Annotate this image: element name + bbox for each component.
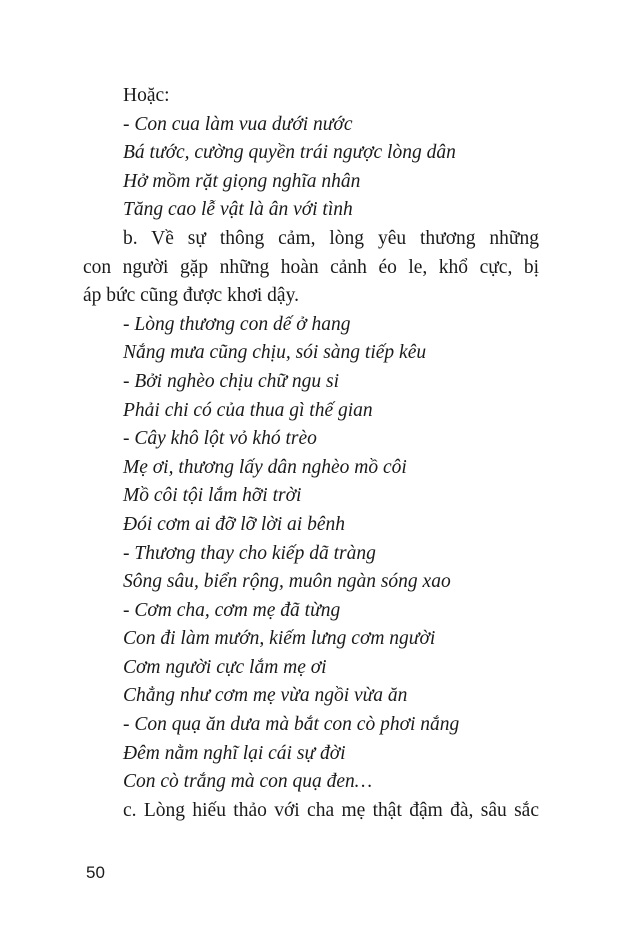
verse-line: Sông sâu, biển rộng, muôn ngàn sóng xao xyxy=(123,571,451,593)
text-line-hoac: Hoặc: xyxy=(123,85,170,106)
verse-line: Bá tước, cường quyền trái ngược lòng dân xyxy=(123,142,456,164)
verse-line: - Bởi nghèo chịu chữ ngu si xyxy=(123,370,340,392)
verse-line: - Con quạ ăn dưa mà bắt con cò phơi nắng xyxy=(123,714,460,736)
verse-line: Tăng cao lễ vật là ân với tình xyxy=(123,199,353,221)
page-number: 50 xyxy=(86,863,105,882)
paragraph-b-line-3: áp bức cũng được khơi dậy. xyxy=(83,285,299,307)
verse-line: Con đi làm mướn, kiếm lưng cơm người xyxy=(123,628,436,650)
verse-line: Đói cơm ai đỡ lỡ lời ai bênh xyxy=(123,513,345,535)
verse-line: Phải chi có của thua gì thế gian xyxy=(123,399,373,421)
verse-line: Hở mồm rặt giọng nghĩa nhân xyxy=(123,170,361,192)
verse-line: Nắng mưa cũng chịu, sói sàng tiếp kêu xyxy=(123,342,427,364)
verse-line: - Con cua làm vua dưới nước xyxy=(123,113,353,135)
verse-line: - Cây khô lột vỏ khó trèo xyxy=(123,428,317,450)
verse-line: - Cơm cha, cơm mẹ đã từng xyxy=(123,599,341,621)
verse-line: - Lòng thương con dế ở hang xyxy=(123,313,351,335)
verse-line: Con cò trắng mà con quạ đen… xyxy=(123,771,373,793)
paragraph-b-line-1: b. Về sự thông cảm, lòng yêu thương những xyxy=(123,227,539,249)
paragraph-b-line-2: con người gặp những hoàn cảnh éo le, khổ cực, bị xyxy=(83,256,539,278)
paragraph-c-line-1: c. Lòng hiếu thảo với cha mẹ thật đậm đà, sâu sắc xyxy=(123,799,539,821)
verse-line: Cơm người cực lắm mẹ ơi xyxy=(123,656,327,678)
verse-line: Mẹ ơi, thương lấy dân nghèo mồ côi xyxy=(123,456,407,478)
verse-line: Mồ côi tội lắm hỡi trời xyxy=(123,485,302,507)
verse-line: Đêm nằm nghĩ lại cái sự đời xyxy=(123,742,346,764)
verse-line: Chẳng như cơm mẹ vừa ngồi vừa ăn xyxy=(123,685,408,707)
verse-line: - Thương thay cho kiếp dã tràng xyxy=(123,542,376,564)
page-body xyxy=(83,82,539,825)
